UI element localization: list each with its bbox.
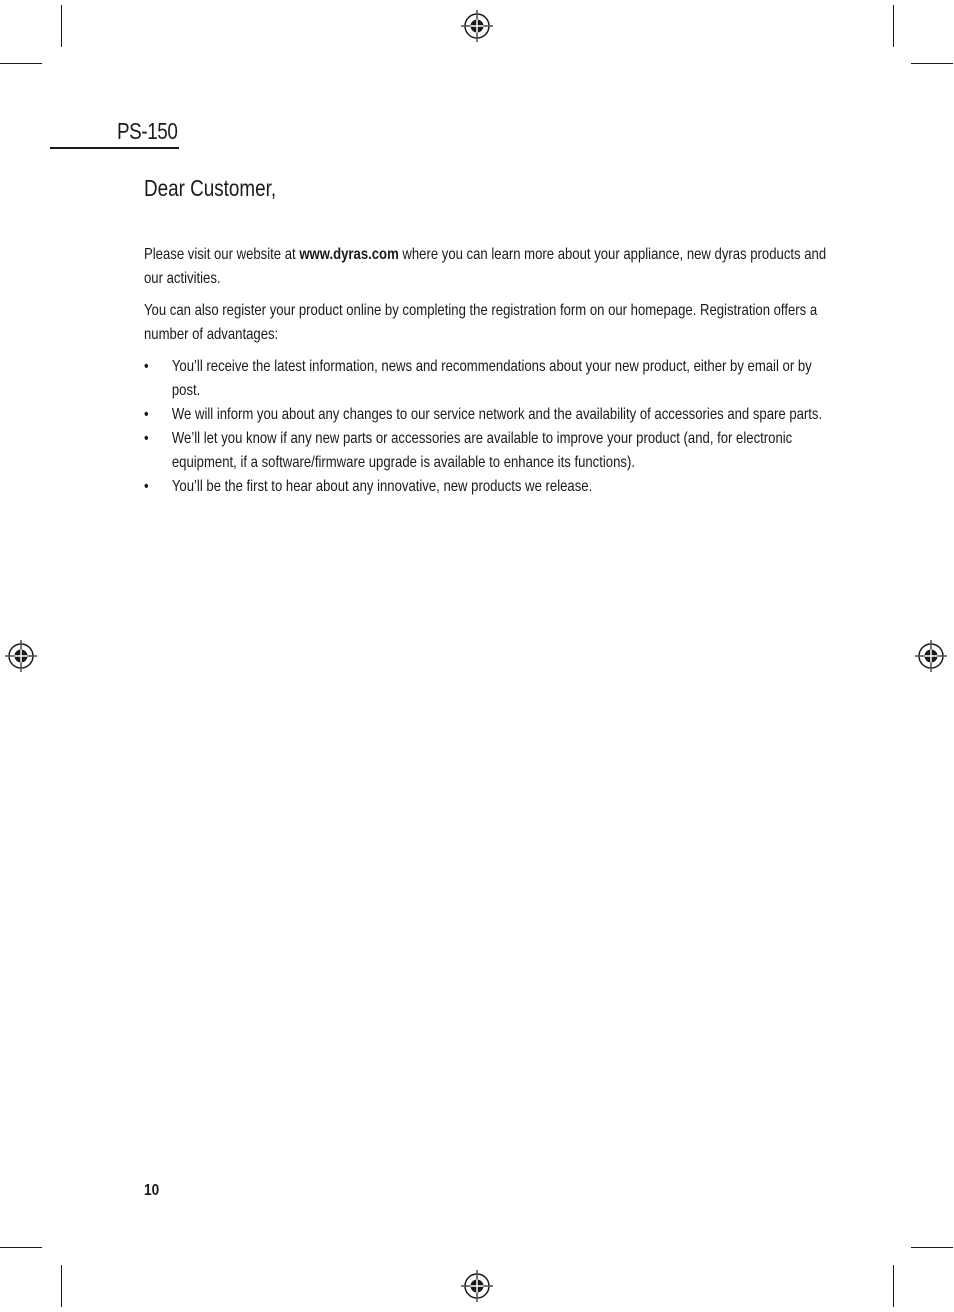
list-item <box>144 427 833 475</box>
list-item-text: You’ll be the first to hear about any innovative, new products we release. <box>171 478 593 495</box>
model-title: PS-150 <box>117 118 178 144</box>
registration-paragraph: You can also register your product online by completing the registration form on our homepage. Registration offers a number of advantages: <box>144 302 818 343</box>
registration-mark-icon <box>914 639 948 673</box>
bullet-icon: • <box>144 358 149 375</box>
crop-mark <box>893 1265 894 1307</box>
crop-mark <box>893 5 894 47</box>
list-item <box>144 403 833 427</box>
crop-mark <box>61 5 62 47</box>
crop-mark <box>0 63 42 64</box>
list-item-text: You’ll receive the latest information, news and recommendations about your new product, either by email or by post. <box>171 358 812 399</box>
bullet-icon: • <box>144 478 149 495</box>
registration-mark-icon <box>4 639 38 673</box>
list-item <box>144 475 833 499</box>
crop-mark <box>0 1247 42 1248</box>
bullet-icon: • <box>144 406 149 423</box>
greeting-heading: Dear Customer, <box>144 175 277 201</box>
crop-mark <box>911 1247 953 1248</box>
header-rule <box>50 147 179 149</box>
list-item <box>144 355 833 403</box>
list-item-text: We will inform you about any changes to our service network and the availability of accessories and spare parts. <box>171 406 823 423</box>
bullet-icon: • <box>144 430 149 447</box>
website-link[interactable]: www.dyras.com <box>299 246 399 263</box>
crop-mark <box>911 63 953 64</box>
page-number: 10 <box>144 1182 160 1199</box>
advantages-list <box>144 355 833 499</box>
registration-mark-icon <box>460 9 494 43</box>
registration-mark-icon <box>460 1269 494 1303</box>
list-item-text: We’ll let you know if any new parts or accessories are available to improve your product (and, for electronic equipment, if a software/firmware upgrade is available to enhance its functions). <box>171 430 793 471</box>
intro-paragraph <box>144 243 833 291</box>
crop-mark <box>61 1265 62 1307</box>
intro-prefix: Please visit our website at <box>144 246 300 263</box>
intro-suffix: where you can learn more about your appliance, new dyras products and our activities. <box>144 246 827 287</box>
body-text <box>144 243 833 499</box>
